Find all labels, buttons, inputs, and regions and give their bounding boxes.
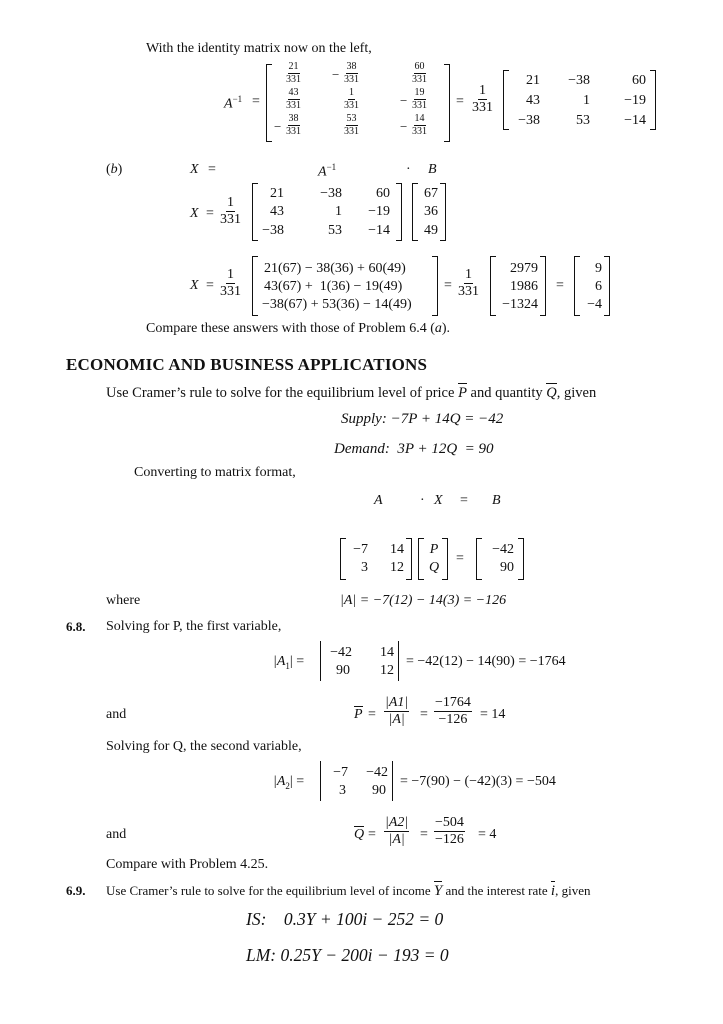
b3-vec2-item: −4 [587,297,602,312]
b2-vector-item: 36 [424,204,438,219]
where-text: where [106,593,141,608]
rhs-right-bracket [518,538,524,580]
ainv-minus-sign: − [400,93,408,108]
b2-fraction: $\frac{1}{331}$ [220,195,241,227]
b3-row-1: 21(67) − 38(36) + 60(49) [264,261,406,276]
p-eq-lhs: P [354,707,363,722]
and-2: and [106,827,127,842]
b2-matrix-cell: 21 [270,186,284,201]
b3-vec1-left-bracket [490,256,496,316]
q-eq-eq2: = [420,827,428,842]
coef-cell: 3 [361,560,368,575]
ainv-int-cell: −38 [518,113,540,128]
a1-label: $|A_1|$ = [273,654,305,671]
lm-equation: LM: 0.25Y − 200i − 193 = 0 [246,945,449,965]
b1-x: X [190,162,199,177]
b2-matrix-cell: −14 [368,223,390,238]
a1-result: = −42(12) − 14(90) = −1764 [406,654,566,669]
q-eq-eq: = [368,827,376,842]
ainv-int-cell: 60 [632,73,646,88]
part-b-label: (b) [106,162,123,177]
b1-b: B [428,162,437,177]
demand-eq: Demand: 3P + 12Q = 90 [334,441,494,457]
q-eq-lhs: Q [354,827,365,842]
b3-left-bracket [252,256,258,316]
and-1: and [106,707,127,722]
ainv-fraction-cell: $\frac{43}{331}$ [286,87,301,111]
p68-intro: Use Cramer’s rule to solve for the equilibrium level of price P and quantity Q, given [106,385,597,401]
b3-vec1-item: 2979 [510,261,538,276]
ainv-eq: = [252,94,260,109]
compare-4-25: Compare with Problem 4.25. [106,857,269,872]
b2-vector-item: 67 [424,186,438,201]
a2-label: $|A_2|$ = [273,774,305,791]
rhs-cell: 90 [500,560,514,575]
a1-right-bar [398,641,399,681]
ainv-eq2: = [456,94,464,109]
ainv-fraction-cell: $\frac{60}{331}$ [412,61,427,85]
coef-cell: 12 [390,560,404,575]
coef-right-bracket [406,538,412,580]
ainv-int-cell: −14 [624,113,646,128]
problem-6-9: 6.9. [66,883,86,898]
b3-vec2-right-bracket [604,256,610,316]
ainv-label: $A^{-1}$ [224,94,243,112]
b3-vec1-right-bracket [540,256,546,316]
b3-right-bracket [432,256,438,316]
a2-cell: 90 [372,783,386,798]
ainv-int-cell: 53 [576,113,590,128]
a1-cell: 14 [380,645,394,660]
b2-matrix-cell: 43 [270,204,284,219]
ainv-int-cell: 43 [526,93,540,108]
b3-eq3: = [556,278,564,293]
ainv-right-bracket [444,64,450,142]
a1-cell: 12 [380,663,394,678]
a2-right-bar [392,761,393,801]
compare-b: Compare these answers with those of Problem 6.4 (a). [146,321,451,336]
ainv-fraction-cell: $\frac{1}{331}$ [344,87,359,111]
a2-cell: −7 [333,765,348,780]
b2-eq: = [206,206,214,221]
det-a: |A| = −7(12) − 14(3) = −126 [340,593,507,608]
b1-dot: · [406,162,411,177]
a1-cell: 90 [336,663,350,678]
var-cell: P [429,542,439,557]
solving-p-text: Solving for P, the first variable, [106,619,282,634]
section-title: ECONOMIC AND BUSINESS APPLICATIONS [66,355,428,374]
b1-a: $A^{-1}$ [318,162,337,180]
matrix-eq: = [456,551,464,566]
supply-eq: Supply: −7P + 14Q = −42 [341,411,504,427]
ainv-minus-sign: − [274,119,282,134]
b3-vec2-left-bracket [574,256,580,316]
b3-fraction: $\frac{1}{331}$ [220,267,241,299]
q-eq-fraction-2: $\frac{-504}{-126}$ [435,815,464,847]
var-cell: Q [428,560,440,575]
b3-vec2-item: 6 [595,279,602,294]
b2-matrix-cell: −19 [368,204,390,219]
axb-b: B [492,493,501,508]
problem-6-8: 6.8. [66,619,86,634]
b3-vec2-item: 9 [595,261,602,276]
a1-cell: −42 [330,645,352,660]
b2-matrix-cell: −38 [320,186,342,201]
ainv-int-cell: −19 [624,93,646,108]
b3-row-3: −38(67) + 53(36) − 14(49) [262,297,412,312]
p-eq-fraction: $\frac{|A1|}{|A|}$ [385,695,409,727]
ainv-fraction-cell: $\frac{53}{331}$ [344,113,359,137]
p69-intro: Use Cramer’s rule to solve for the equilibrium level of income Y and the interest rate i, given [106,883,591,899]
ainv-fraction-cell: $\frac{14}{331}$ [412,113,427,137]
ainv-fraction-cell: $\frac{19}{331}$ [412,87,427,111]
b2-matrix-cell: 53 [328,223,342,238]
b3-fraction-2: $\frac{1}{331}$ [458,267,479,299]
ainv-fraction-cell: $\frac{38}{331}$ [344,61,359,85]
axb-dot: · [420,493,425,508]
b2-matrix-cell: 1 [335,204,342,219]
ainv-int-cell: 1 [583,93,590,108]
a2-cell: 3 [339,783,346,798]
q-eq-fraction: $\frac{|A2|}{|A|}$ [385,815,409,847]
b3-row-2: 43(67) + 1(36) − 19(49) [264,279,403,294]
ainv-fraction-cell: $\frac{38}{331}$ [286,113,301,137]
b2-x: X [190,206,199,221]
rhs-cell: −42 [492,542,514,557]
b3-eq: = [206,278,214,293]
ainv-int-right-bracket [650,70,656,130]
intro-text-a: With the identity matrix now on the left, [146,41,372,56]
axb-eq: = [460,493,468,508]
coef-cell: 14 [390,542,404,557]
b2-matrix-cell: −38 [262,223,284,238]
a2-cell: −42 [366,765,388,780]
b3-eq2: = [444,278,452,293]
b2-vec-right-bracket [440,183,446,241]
ainv-int-cell: 21 [526,73,540,88]
b2-vector-item: 49 [424,223,438,238]
ainv-int-cell: −38 [568,73,590,88]
solving-q-text: Solving for Q, the second variable, [106,739,302,754]
axb-x: X [434,493,443,508]
b2-matrix-cell: 60 [376,186,390,201]
axb-a: A [374,493,383,508]
coef-cell: −7 [353,542,368,557]
converting-text: Converting to matrix format, [134,465,296,480]
q-eq-result: = 4 [478,827,497,842]
ainv-minus-sign: − [332,67,340,82]
p-eq-fraction-2: $\frac{-1764}{-126}$ [435,695,471,727]
p-eq-result: = 14 [480,707,506,722]
b1-eq: = [208,162,216,177]
ainv-fraction-cell: $\frac{21}{331}$ [286,61,301,85]
p-eq-eq: = [368,707,376,722]
ainv-left-bracket [266,64,272,142]
is-equation: IS: 0.3Y + 100i − 252 = 0 [246,909,444,929]
b3-x: X [190,278,199,293]
a2-result: = −7(90) − (−42)(3) = −504 [400,774,556,789]
p-eq-eq2: = [420,707,428,722]
ainv-scalar-fraction: $\frac{1}{331}$ [472,83,493,115]
b2-matrix-right-bracket [396,183,402,241]
b3-vec1-item: 1986 [510,279,538,294]
ainv-minus-sign: − [400,119,408,134]
b3-vec1-item: −1324 [502,297,538,312]
